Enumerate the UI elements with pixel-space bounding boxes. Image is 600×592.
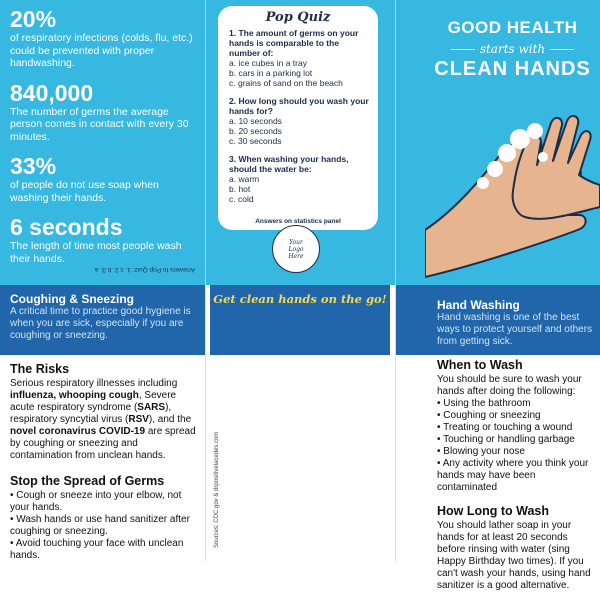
- bubble-icon: [498, 144, 516, 162]
- band-content: [395, 285, 600, 348]
- washing-hands-illustration: [425, 95, 600, 285]
- stat-value: 20%: [10, 6, 57, 32]
- fold-line: [395, 285, 396, 561]
- stat-description: of respiratory infections (colds, flu, etc.) could be prevented with proper handwashing.: [10, 32, 193, 69]
- left-column: [10, 362, 202, 562]
- title-script: starts with: [479, 42, 546, 56]
- quiz-card: [218, 6, 378, 230]
- stat-value: 33%: [10, 153, 57, 179]
- bubble-icon: [477, 177, 489, 189]
- sources-note: Sources: CDC.gov & drpositivelacedes.com: [214, 431, 220, 548]
- quiz-question: [229, 28, 370, 88]
- logo-text: Your: [289, 238, 303, 246]
- answer-option: a. ice cubes in a tray: [229, 58, 307, 68]
- logo-placeholder: [272, 225, 320, 273]
- answer-option: a. warm: [229, 174, 260, 184]
- stat-description: of people do not use soap when washing their hands.: [10, 179, 159, 204]
- band-heading: Coughing & Sneezing: [10, 292, 134, 306]
- bold-term: SARS: [137, 402, 166, 413]
- logo-text: Logo: [288, 245, 304, 253]
- question-text: 1. The amount of germs on your hands is comparable to the number of:: [229, 28, 359, 58]
- stat-block: [10, 214, 198, 265]
- hand-washing-band: [395, 285, 600, 355]
- stat-block: [10, 80, 198, 144]
- risks-text: [10, 378, 202, 462]
- bubble-icon: [510, 129, 530, 149]
- text-run: Serious respiratory illnesses including: [10, 378, 178, 389]
- section-title: When to Wash: [437, 358, 523, 372]
- question-text: 3. When washing your hands, should the water be:: [229, 154, 349, 174]
- how-long-text: You should lather soap in your hands for at least 20 seconds before rinsing with water (sing Happy Birthday two times). If you can't wash your hands, using hand sanitizer is a good alternative.: [437, 520, 591, 591]
- stat-description: The number of germs the average person comes in contact with every 30 minutes.: [10, 105, 189, 143]
- quiz-title: Pop Quiz: [265, 10, 331, 25]
- band-heading: Hand Washing: [437, 298, 520, 312]
- quiz-answers-upside-down: Answers to Pop Quiz: 1. c 2. b 3. a: [95, 266, 196, 273]
- bullet-item: • Wash hands or use hand sanitizer after coughing or sneezing.: [10, 514, 190, 537]
- fold-line: [395, 0, 396, 285]
- text-run: ), and the: [148, 414, 192, 425]
- bullet-item: • Coughing or sneezing: [437, 410, 541, 421]
- stat-block: [10, 153, 198, 204]
- title-rule: [550, 49, 574, 50]
- bullet-item: • Blowing your nose: [437, 446, 525, 457]
- answer-option: b. hot: [229, 184, 251, 194]
- right-column: [437, 358, 597, 592]
- band-content: [0, 285, 205, 342]
- fold-line: [205, 285, 206, 561]
- band-body: Hand washing is one of the best ways to protect yourself and others from getting sick.: [437, 312, 593, 347]
- bold-term: influenza, whooping cough: [10, 390, 139, 401]
- text-run: are spread by coughing or sneezing and contamination from unclean hands.: [10, 426, 196, 461]
- answer-option: b. 20 seconds: [229, 126, 282, 136]
- bubble-icon: [538, 152, 548, 162]
- bullet-item: • Touching or handling garbage: [437, 434, 575, 445]
- logo-text: Here: [288, 252, 304, 260]
- question-text: 2. How long should you wash your hands for?: [229, 96, 369, 116]
- title-line-3: CLEAN HANDS: [434, 58, 591, 80]
- bullet-item: • Avoid touching your face with unclean hands.: [10, 538, 184, 561]
- stat-description: The length of time most people wash their hands.: [10, 240, 182, 265]
- bullet-item: • Any activity where you think your hands may have been contaminated: [437, 458, 589, 493]
- quiz-question: [229, 154, 370, 204]
- title-rule: [451, 49, 475, 50]
- band-body: A critical time to practice good hygiene is when you are sick, especially if you are coughing or sneezing.: [10, 306, 191, 341]
- coughing-band: [0, 285, 205, 355]
- bullet-item: • Treating or touching a wound: [437, 422, 573, 433]
- stat-value: 840,000: [10, 79, 94, 106]
- fold-line: [205, 0, 206, 285]
- stat-value: 6 seconds: [10, 214, 123, 240]
- intro-text: You should be sure to wash your hands after doing the following:: [437, 374, 582, 397]
- answer-option: c. cold: [229, 194, 254, 204]
- title-line-1: GOOD HEALTH: [447, 18, 578, 37]
- answer-option: a. 10 seconds: [229, 116, 282, 126]
- bold-term: RSV: [128, 414, 149, 425]
- answer-option: c. 30 seconds: [229, 136, 282, 146]
- answer-option: b. cars in a parking lot: [229, 68, 313, 78]
- bold-term: novel coronavirus COVID-19: [10, 426, 146, 437]
- quiz-question: [229, 96, 370, 146]
- text-run: , Severe acute respiratory syndrome (: [10, 390, 177, 413]
- stat-block: [10, 6, 198, 70]
- bubble-icon: [527, 123, 543, 139]
- answer-option: c. grains of sand on the beach: [229, 78, 343, 88]
- title-line-2: [425, 42, 600, 56]
- text-run: ), respiratory syncytial virus (: [10, 402, 172, 425]
- section-title: How Long to Wash: [437, 504, 550, 518]
- statistics-panel: [10, 6, 198, 275]
- tagline: Get clean hands on the go!: [213, 292, 387, 306]
- bullet-item: • Using the bathroom: [437, 398, 531, 409]
- bullet-item: • Cough or sneeze into your elbow, not your hands.: [10, 490, 182, 513]
- section-title: The Risks: [10, 362, 70, 376]
- answers-note: Answers on statistics panel: [255, 218, 341, 225]
- bubble-icon: [487, 161, 503, 177]
- cover-title: [425, 18, 600, 81]
- section-title: Stop the Spread of Germs: [10, 474, 165, 488]
